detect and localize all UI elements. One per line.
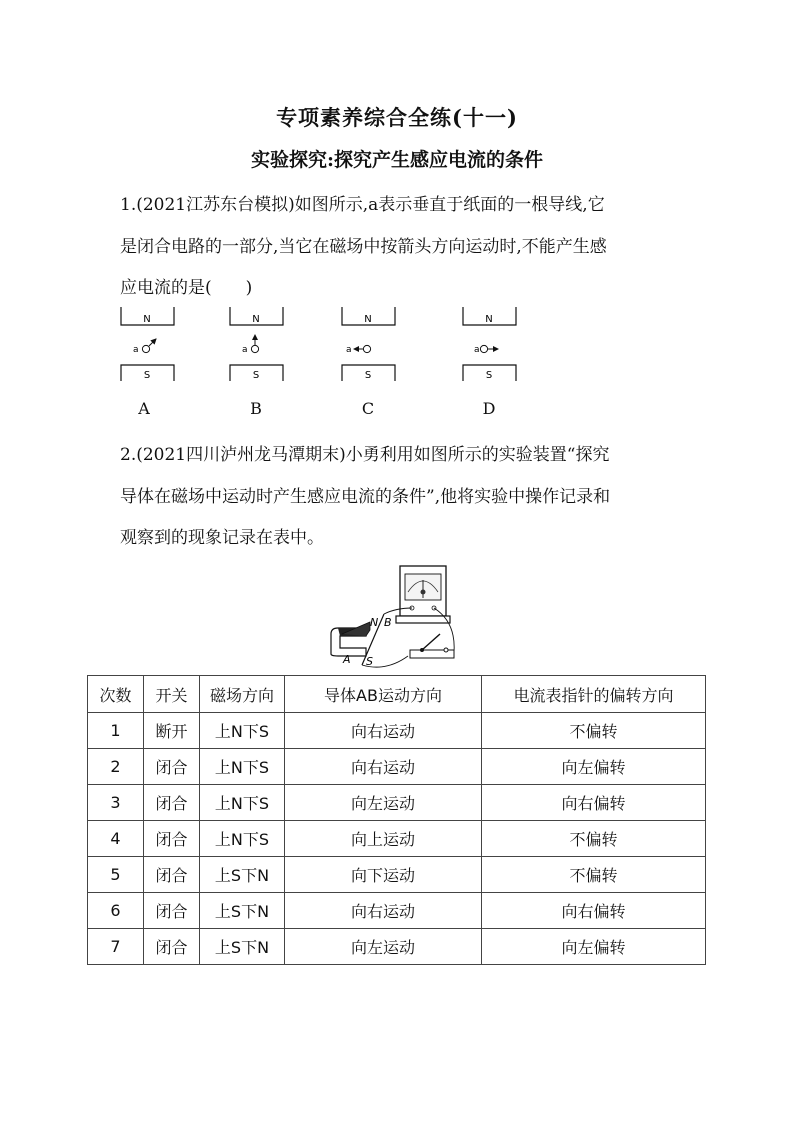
option-d-pole-s: S: [485, 370, 493, 381]
option-a-label: A: [138, 399, 150, 418]
q1-line-3: 应电流的是( ): [120, 278, 253, 298]
conductor-b-label: B: [384, 616, 392, 629]
option-b-pole-s: S: [252, 370, 260, 381]
cell-motion: 向右运动: [285, 749, 482, 785]
cell-motion: 向右运动: [285, 713, 482, 749]
table-row: [88, 929, 706, 965]
cell-field: 上S下N: [200, 857, 285, 893]
option-b-wire: [251, 345, 258, 352]
cell-switch: 闭合: [144, 749, 200, 785]
cell-trial: 1: [88, 713, 144, 749]
cell-deflection: 向右偏转: [482, 893, 706, 929]
option-c-wire-label: a: [346, 345, 352, 355]
col-header-motion-direction: 导体AB运动方向: [285, 676, 482, 713]
table-row: [88, 857, 706, 893]
option-d-figure: [463, 307, 516, 381]
option-a-arrow: [149, 339, 156, 346]
option-a-pole-s: S: [143, 370, 151, 381]
option-d-pole-n: N: [485, 314, 493, 325]
cell-deflection: 向左偏转: [482, 749, 706, 785]
cell-field: 上S下N: [200, 929, 285, 965]
col-header-trial: 次数: [88, 676, 144, 713]
cell-deflection: 向左偏转: [482, 929, 706, 965]
option-a-wire: [142, 345, 149, 352]
cell-trial: 7: [88, 929, 144, 965]
q1-line-1: 1.(2021江苏东台模拟)如图所示,a表示垂直于纸面的一根导线,它: [120, 195, 605, 215]
cell-trial: 5: [88, 857, 144, 893]
q2-line-1: 2.(2021四川泸州龙马潭期末)小勇利用如图所示的实验装置“探究: [120, 445, 610, 465]
option-c-pole-n: N: [364, 314, 372, 325]
col-header-field-direction: 磁场方向: [200, 676, 285, 713]
page-title: 专项素养综合全练(十一): [276, 105, 518, 130]
col-header-switch: 开关: [144, 676, 200, 713]
cell-field: 上S下N: [200, 893, 285, 929]
cell-switch: 闭合: [144, 893, 200, 929]
table-row: [88, 785, 706, 821]
option-b-figure: [230, 307, 283, 381]
cell-field: 上N下S: [200, 821, 285, 857]
cell-trial: 4: [88, 821, 144, 857]
option-b-wire-label: a: [242, 345, 248, 355]
option-d-wire-label: a: [474, 345, 480, 355]
table-row: [88, 821, 706, 857]
option-b-pole-n: N: [252, 314, 260, 325]
option-c-figure: [342, 307, 395, 381]
cell-deflection: 不偏转: [482, 857, 706, 893]
experiment-record-table: [87, 675, 706, 965]
cell-switch: 断开: [144, 713, 200, 749]
cell-field: 上N下S: [200, 713, 285, 749]
col-header-deflection: 电流表指针的偏转方向: [482, 676, 706, 713]
table-header-row: [88, 676, 706, 713]
cell-trial: 6: [88, 893, 144, 929]
cell-deflection: 不偏转: [482, 821, 706, 857]
cell-motion: 向上运动: [285, 821, 482, 857]
table-row: [88, 893, 706, 929]
option-d-label: D: [482, 399, 496, 418]
option-b-label: B: [250, 399, 262, 418]
switch-icon: [410, 634, 454, 658]
q2-line-3: 观察到的现象记录在表中。: [120, 528, 324, 548]
cell-field: 上N下S: [200, 749, 285, 785]
cell-deflection: 不偏转: [482, 713, 706, 749]
cell-switch: 闭合: [144, 785, 200, 821]
cell-trial: 3: [88, 785, 144, 821]
q1-options-figure: [0, 305, 794, 405]
table-row: [88, 749, 706, 785]
cell-motion: 向下运动: [285, 857, 482, 893]
option-a-pole-n: N: [143, 314, 151, 325]
table-row: [88, 713, 706, 749]
cell-switch: 闭合: [144, 929, 200, 965]
q2-line-2: 导体在磁场中运动时产生感应电流的条件”,他将实验中操作记录和: [120, 487, 611, 507]
option-d-wire: [480, 345, 487, 352]
page-subtitle: 实验探究:探究产生感应电流的条件: [250, 149, 543, 171]
cell-switch: 闭合: [144, 821, 200, 857]
magnet-icon: [331, 622, 370, 656]
option-a-wire-label: a: [133, 345, 139, 355]
cell-motion: 向左运动: [285, 785, 482, 821]
magnet-n-label: N: [370, 616, 379, 629]
magnet-s-label: S: [366, 655, 373, 668]
cell-switch: 闭合: [144, 857, 200, 893]
option-c-label: C: [361, 399, 375, 418]
cell-deflection: 向右偏转: [482, 785, 706, 821]
option-c-pole-s: S: [364, 370, 372, 381]
option-a-figure: [121, 307, 174, 381]
q1-line-2: 是闭合电路的一部分,当它在磁场中按箭头方向运动时,不能产生感: [120, 237, 607, 257]
cell-field: 上N下S: [200, 785, 285, 821]
experiment-apparatus-figure: [326, 562, 466, 672]
cell-motion: 向右运动: [285, 893, 482, 929]
cell-motion: 向左运动: [285, 929, 482, 965]
conductor-a-label: A: [343, 653, 351, 666]
cell-trial: 2: [88, 749, 144, 785]
option-c-wire: [363, 345, 370, 352]
